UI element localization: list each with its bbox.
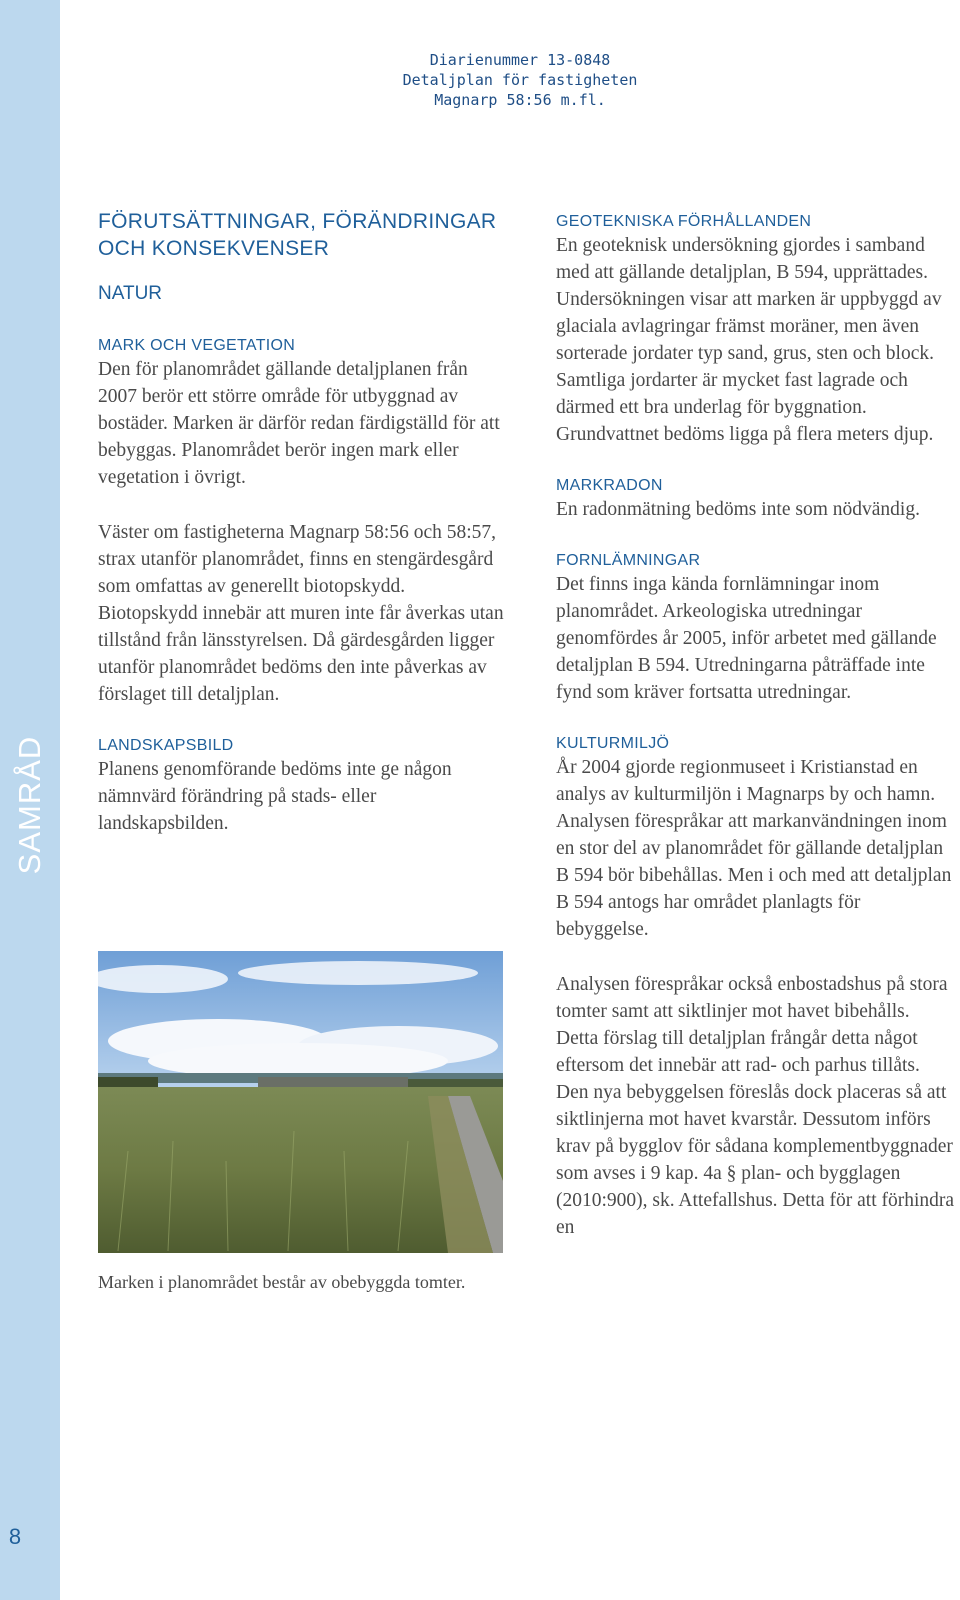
heading-geotekniska: GEOTEKNISKA FÖRHÅLLANDEN bbox=[556, 213, 812, 230]
page-title-line1: FÖRUTSÄTTNINGAR, FÖRÄNDRINGAR bbox=[98, 210, 497, 233]
landscape-photo bbox=[98, 951, 503, 1253]
paragraph-landskapsbild: Planens genomförande bedöms inte ge någon nämnvärd förändring på stads- eller landskapsbilden. bbox=[98, 759, 452, 834]
heading-kulturmiljo: KULTURMILJÖ bbox=[556, 735, 670, 752]
page-number: 8 bbox=[8, 1524, 22, 1549]
header-diarienummer: Diarienummer 13-0848 bbox=[429, 51, 611, 69]
left-column bbox=[98, 208, 508, 837]
heading-landskapsbild: LANDSKAPSBILD bbox=[98, 737, 234, 754]
paragraph-kulturmiljo-2: Analysen förespråkar också enbostadshus på stora tomter samt att siktlinjer mot havet bibehålls. Detta förslag till detaljplan frångår detta något eftersom det innebär att rad- och parhus tillåts. Den nya bebyggelsen föreslås dock placeras så att siktlinjerna mot havet kvarstår. Dessutom införs krav på bygglov för sådana komplementbyggnader som avses i 9 kap. 4a § plan- och bygglagen (2010:900), sk. Attefallshus. Detta för att förhindra en bbox=[556, 974, 955, 1238]
side-label: SAMRÅD bbox=[12, 735, 47, 875]
landscape-photo-graphic bbox=[98, 951, 503, 1253]
paragraph-mark-vegetation: Den för planområdet gällande detaljplanen från 2007 berör ett större område för utbyggnad av bostäder. Marken är därför redan färdigställd för att bebyggas. Planområdet berör ingen mark eller vegetation i övrigt. bbox=[98, 359, 500, 488]
heading-fornlamningar: FORNLÄMNINGAR bbox=[556, 552, 701, 569]
document-header bbox=[400, 50, 640, 110]
paragraph-markradon: En radonmätning bedöms inte som nödvändig. bbox=[556, 499, 920, 520]
paragraph-kulturmiljo: År 2004 gjorde regionmuseet i Kristianstad en analys av kulturmiljön i Magnarps by och hamn. Analysen förespråkar att markanvändningen inom en stor del av planområdet för gällande detaljplan B 594 bör bibehållas. Men i och med att detaljplan B 594 antogs har området planlagts för bebyggelse. bbox=[556, 757, 952, 940]
paragraph-geotekniska: En geoteknisk undersökning gjordes i samband med att gällande detaljplan, B 594, upprättades. Undersökningen visar att marken är uppbyggd av glaciala avlagringar främst moräner, men även sorterade jordater typ sand, grus, sten och block. Samtliga jordarter är mycket fast lagrade och därmed ett bra underlag för byggnation. Grundvattnet bedöms ligga på flera meters djup. bbox=[556, 235, 942, 445]
header-plan-title: Detaljplan för fastigheten bbox=[402, 71, 638, 89]
section-heading-natur: NATUR bbox=[98, 283, 163, 304]
page-title bbox=[98, 208, 508, 262]
page-title-line2: OCH KONSEKVENSER bbox=[98, 237, 330, 260]
paragraph-fornlamningar: Det finns inga kända fornlämningar inom planområdet. Arkeologiska utredningar genomfördes år 2005, inför arbetet med gällande detaljplan B 594. Utredningarna påträffade inte fynd som kräver fortsatta utredningar. bbox=[556, 574, 937, 703]
photo-caption: Marken i planområdet består av obebyggda tomter. bbox=[98, 1272, 466, 1292]
heading-mark-och-vegetation: MARK OCH VEGETATION bbox=[98, 337, 296, 354]
right-column bbox=[556, 212, 956, 1241]
heading-markradon: MARKRADON bbox=[556, 477, 663, 494]
paragraph-stengardesgard: Väster om fastigheterna Magnarp 58:56 och 58:57, strax utanför planområdet, finns en stengärdesgård som omfattas av generellt biotopskydd. Biotopskydd innebär att muren inte får åverkas utan tillstånd från länsstyrelsen. Då gärdesgården ligger utanför planområdet bedöms den inte påverkas av förslaget till detaljplan. bbox=[98, 522, 504, 705]
header-property: Magnarp 58:56 m.fl. bbox=[434, 91, 606, 109]
